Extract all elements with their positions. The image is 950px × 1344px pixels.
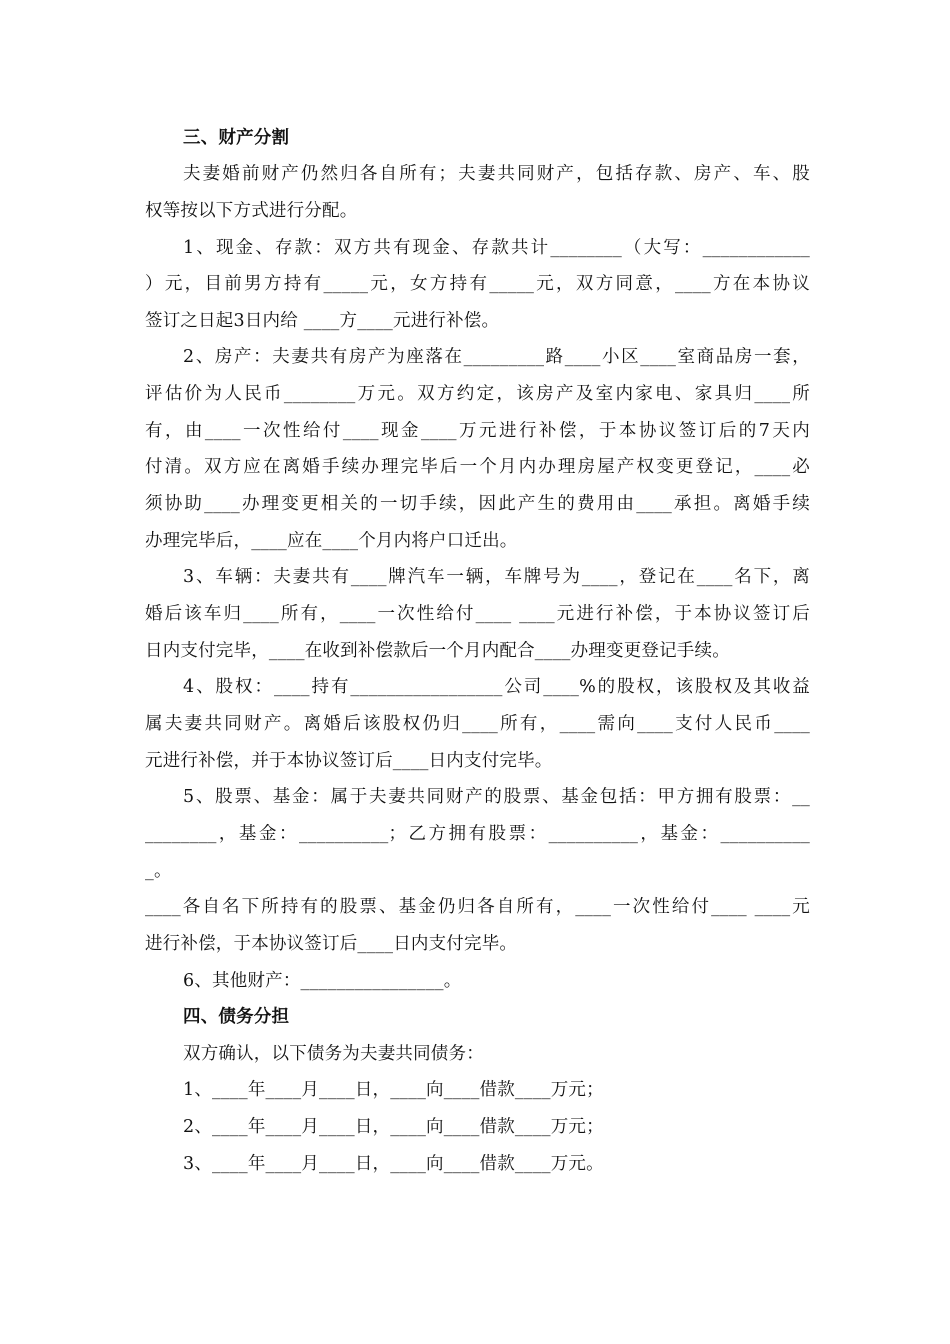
paragraph-line: 须协助____办理变更相关的一切手续，因此产生的费用由____承担。离婚手续: [145, 494, 810, 514]
paragraph-line: 日内支付完毕，____在收到补偿款后一个月内配合____办理变更登记手续。: [145, 641, 730, 661]
debt-item: 1、____年____月____日，____向____借款____万元；: [183, 1080, 604, 1100]
section-heading-debt-sharing: 四、债务分担: [183, 1007, 290, 1027]
paragraph-line: _。: [145, 861, 172, 881]
paragraph-line: 评估价为人民币________万元。双方约定，该房产及室内家电、家具归____所: [145, 384, 810, 404]
paragraph-line: 2、房产：夫妻共有房产为座落在_________路____小区____室商品房一套，: [183, 347, 810, 367]
paragraph-line: 有，由____一次性给付____现金____万元进行补偿，于本协议签订后的7天内: [145, 421, 810, 441]
paragraph-line: ____各自名下所持有的股票、基金仍归各自所有，____一次性给付____ ____元: [145, 897, 810, 917]
paragraph-line: 1、现金、存款：双方共有现金、存款共计________（大写：____________: [183, 238, 810, 258]
paragraph-line: 婚后该车归____所有，____一次性给付____ ____元进行补偿，于本协议签订后: [145, 604, 810, 624]
section-heading-property-division: 三、财产分割: [183, 128, 290, 148]
paragraph-line: 4、股权：____持有_________________公司____%的股权，该股权及其收益: [183, 677, 810, 697]
paragraph-line: ________，基金：__________；乙方拥有股票：__________，基金：__________: [145, 824, 810, 844]
paragraph-line: 6、其他财产：________________。: [183, 971, 462, 991]
paragraph-line: ）元，目前男方持有_____元，女方持有_____元，双方同意，____方在本协议: [145, 274, 810, 294]
paragraph-line: 进行补偿，于本协议签订后____日内支付完毕。: [145, 934, 518, 954]
paragraph-line: 双方确认，以下债务为夫妻共同债务：: [183, 1044, 484, 1064]
paragraph-line: 签订之日起3日内给 ____方____元进行补偿。: [145, 311, 500, 331]
paragraph-line: 夫妻婚前财产仍然归各自所有；夫妻共同财产，包括存款、房产、车、股: [183, 164, 810, 184]
paragraph-line: 元进行补偿，并于本协议签订后____日内支付完毕。: [145, 751, 553, 771]
paragraph-line: 付清。双方应在离婚手续办理完毕后一个月内办理房屋产权变更登记，____必: [145, 457, 810, 477]
paragraph-line: 5、股票、基金：属于夫妻共同财产的股票、基金包括：甲方拥有股票：__: [183, 787, 810, 807]
paragraph-line: 属夫妻共同财产。离婚后该股权仍归____所有，____需向____支付人民币____: [145, 714, 810, 734]
debt-item: 2、____年____月____日，____向____借款____万元；: [183, 1117, 604, 1137]
paragraph-line: 3、车辆：夫妻共有____牌汽车一辆，车牌号为____，登记在____名下，离: [183, 567, 810, 587]
paragraph-line: 办理完毕后，____应在____个月内将户口迁出。: [145, 531, 518, 551]
paragraph-line: 权等按以下方式进行分配。: [145, 201, 358, 221]
debt-item: 3、____年____月____日，____向____借款____万元。: [183, 1154, 604, 1174]
